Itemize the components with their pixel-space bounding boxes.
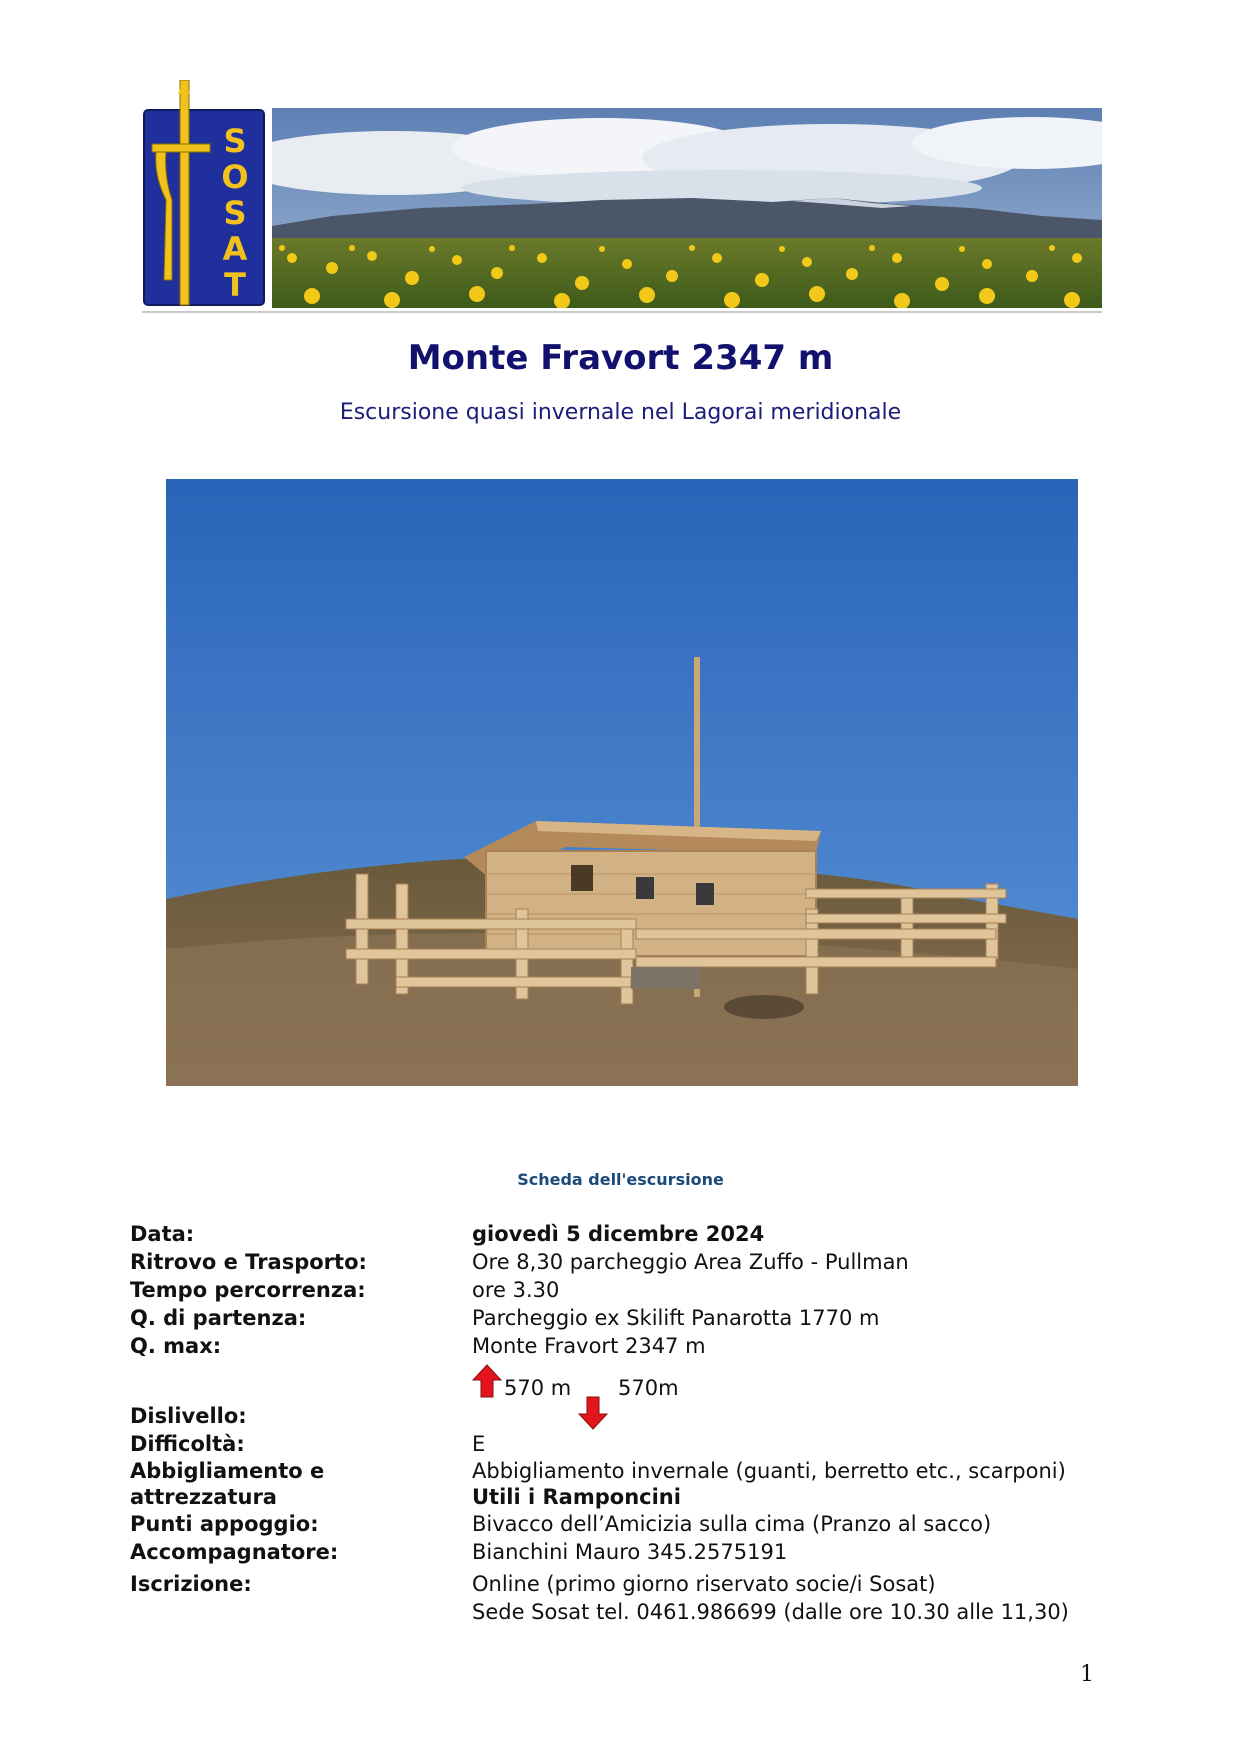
info-value: giovedì 5 dicembre 2024 (472, 1222, 765, 1246)
info-label: Data: (130, 1222, 195, 1246)
info-label: Dislivello: (130, 1404, 247, 1428)
page-number: 1 (1080, 1662, 1094, 1687)
logo-letter: A (222, 230, 248, 268)
info-value: E (472, 1432, 486, 1456)
info-label: Q. max: (130, 1334, 222, 1358)
info-value-line: Utili i Ramponcini (472, 1485, 681, 1509)
bivouac-photo (166, 479, 1078, 1086)
banner-meadow-photo (272, 108, 1102, 308)
info-value-line: Sede Sosat tel. 0461.986699 (dalle ore 10.30 alle 11,30) (472, 1600, 1069, 1624)
info-row-iscrizione (130, 1570, 1130, 1626)
banner-divider (142, 311, 1102, 313)
info-label: Q. di partenza: (130, 1306, 307, 1330)
info-row-accompagnatore (130, 1538, 1130, 1566)
info-row-difficolta (130, 1430, 1130, 1458)
info-row-abbigliamento (130, 1458, 1130, 1510)
info-value: Ore 8,30 parcheggio Area Zuffo - Pullman (472, 1250, 909, 1274)
info-value: Parcheggio ex Skilift Panarotta 1770 m (472, 1306, 880, 1330)
info-row-tempo (130, 1276, 1130, 1304)
logo-letter: T (224, 266, 246, 304)
info-row-partenza (130, 1304, 1130, 1332)
info-value: ore 3.30 (472, 1278, 560, 1302)
logo-letter: S (223, 194, 247, 232)
info-label (130, 1458, 472, 1510)
scheda-heading: Scheda dell'escursione (517, 1170, 724, 1189)
info-value (472, 1570, 1130, 1626)
sosat-logo (142, 80, 267, 307)
info-label: Punti appoggio: (130, 1512, 319, 1536)
info-label-line: Abbigliamento e (130, 1459, 325, 1483)
info-value: Bianchini Mauro 345.2575191 (472, 1540, 788, 1564)
info-row-ritrovo (130, 1248, 1130, 1276)
info-label: Tempo percorrenza: (130, 1278, 366, 1302)
ascent-value: 570 m (504, 1376, 572, 1400)
arrow-up-icon (472, 1364, 502, 1398)
info-value-line: Online (primo giorno riservato socie/i Sosat) (472, 1572, 936, 1596)
info-value (472, 1458, 1130, 1510)
info-value-line: Abbigliamento invernale (guanti, berretto etc., scarponi) (472, 1459, 1066, 1483)
info-row-qmax (130, 1332, 1130, 1360)
info-label: Iscrizione: (130, 1572, 252, 1596)
header-banner (142, 80, 1102, 310)
descent-value: 570m (618, 1376, 679, 1400)
info-row-punti-appoggio (130, 1510, 1130, 1538)
info-row-dislivello (130, 1402, 1130, 1430)
page-title: Monte Fravort 2347 m (407, 338, 834, 378)
page-subtitle: Escursione quasi invernale nel Lagorai meridionale (339, 400, 902, 425)
logo-letter: O (221, 158, 249, 196)
info-value: Bivacco dell’Amicizia sulla cima (Pranzo al sacco) (472, 1512, 992, 1536)
info-row-data (130, 1220, 1130, 1248)
excursion-info-table (130, 1220, 1130, 1626)
logo-letter: S (223, 122, 247, 160)
info-label: Difficoltà: (130, 1432, 245, 1456)
info-label: Ritrovo e Trasporto: (130, 1250, 367, 1274)
info-label: Accompagnatore: (130, 1540, 339, 1564)
info-label-line: attrezzatura (130, 1485, 277, 1509)
info-value: Monte Fravort 2347 m (472, 1334, 706, 1358)
